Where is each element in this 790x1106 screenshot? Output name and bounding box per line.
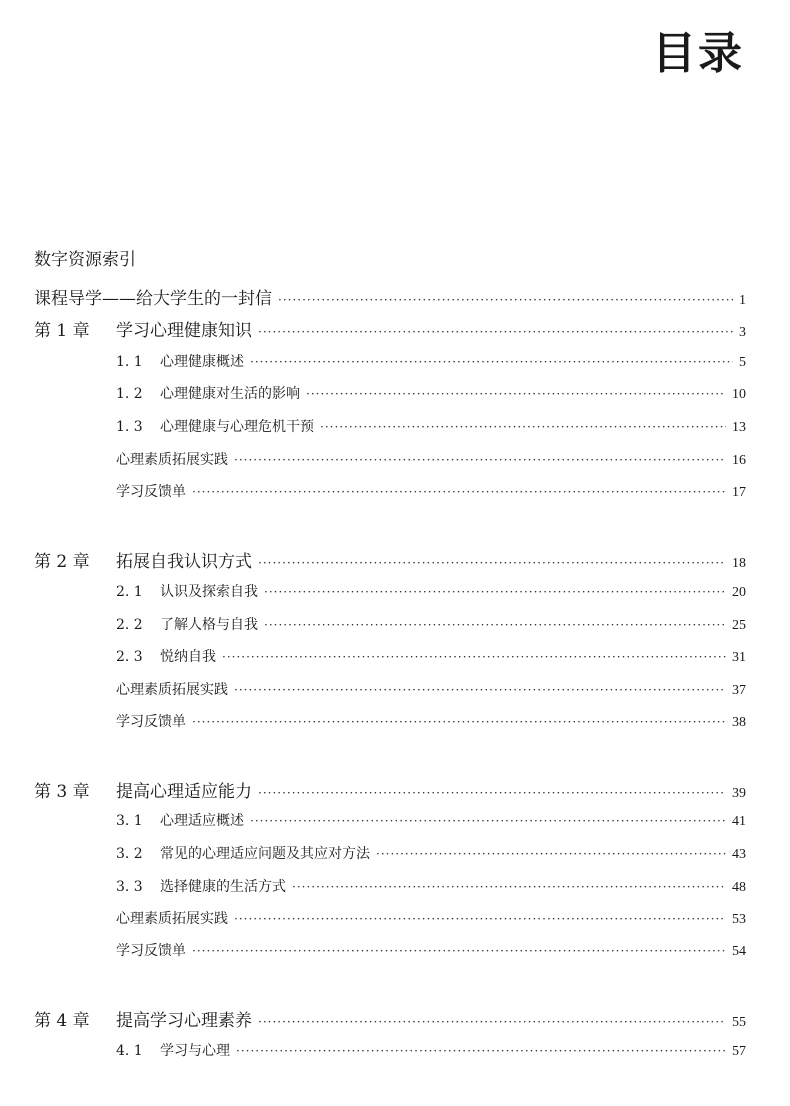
section-number: 1. 1 xyxy=(116,354,143,370)
section-number: 2. 3 xyxy=(116,649,143,665)
leader-dots xyxy=(320,420,726,434)
section-number: 2. 2 xyxy=(116,617,143,633)
toc-section-entry[interactable] xyxy=(116,481,746,501)
page-number: 5 xyxy=(739,355,746,370)
leader-dots xyxy=(292,880,726,894)
page-number: 10 xyxy=(732,387,746,402)
page-number: 37 xyxy=(732,683,746,698)
leader-dots xyxy=(278,293,733,307)
digital-resource-index[interactable]: 数字资源索引 xyxy=(34,250,136,270)
entry-title: 学习心理健康知识 xyxy=(116,321,252,341)
toc-section-entry[interactable] xyxy=(116,449,746,469)
section-number: 1. 3 xyxy=(116,419,143,435)
toc-section-entry[interactable] xyxy=(116,908,746,928)
page-number: 20 xyxy=(732,585,746,600)
section-number: 3. 1 xyxy=(116,813,143,829)
entry-title: 心理素质拓展实践 xyxy=(116,452,228,468)
entry-title: 心理健康概述 xyxy=(160,354,244,370)
entry-title: 提高心理适应能力 xyxy=(116,782,252,802)
page-number: 55 xyxy=(732,1015,746,1030)
toc-chapter-entry[interactable] xyxy=(34,1006,746,1031)
toc-chapter-entry[interactable] xyxy=(34,547,746,572)
leader-dots xyxy=(258,325,733,339)
leader-dots xyxy=(306,387,726,401)
entry-title: 提高学习心理素养 xyxy=(116,1011,252,1031)
entry-title: 了解人格与自我 xyxy=(160,617,258,633)
toc-section-entry[interactable] xyxy=(116,876,746,896)
page-number: 43 xyxy=(732,847,746,862)
entry-title: 学习与心理 xyxy=(160,1043,230,1059)
chapter-number: 第 2 章 xyxy=(34,552,90,572)
entry-title: 心理素质拓展实践 xyxy=(116,911,228,927)
chapter-number: 第 1 章 xyxy=(34,321,90,341)
leader-dots xyxy=(236,1044,726,1058)
leader-dots xyxy=(192,485,726,499)
page-number: 1 xyxy=(739,293,746,308)
entry-title: 心理适应概述 xyxy=(160,813,244,829)
entry-title: 心理素质拓展实践 xyxy=(116,682,228,698)
chapter-number: 第 4 章 xyxy=(34,1011,90,1031)
toc-section-entry[interactable] xyxy=(116,646,746,666)
toc-section-entry[interactable] xyxy=(116,843,746,863)
leader-dots xyxy=(222,650,726,664)
page-number: 38 xyxy=(732,715,746,730)
page-number: 17 xyxy=(732,485,746,500)
toc-section-entry[interactable] xyxy=(116,581,746,601)
chapter-number: 第 3 章 xyxy=(34,782,90,802)
entry-title: 学习反馈单 xyxy=(116,484,186,500)
leader-dots xyxy=(258,1015,726,1029)
page-number: 39 xyxy=(732,786,746,801)
entry-title: 常见的心理适应问题及其应对方法 xyxy=(160,846,370,862)
page-number: 25 xyxy=(732,618,746,633)
page-number: 18 xyxy=(732,556,746,571)
leader-dots xyxy=(250,814,726,828)
toc-section-entry[interactable] xyxy=(116,614,746,634)
toc-section-entry[interactable] xyxy=(116,383,746,403)
leader-dots xyxy=(192,715,726,729)
section-number: 1. 2 xyxy=(116,386,143,402)
leader-dots xyxy=(234,683,726,697)
entry-title: 学习反馈单 xyxy=(116,714,186,730)
leader-dots xyxy=(250,355,733,369)
toc-chapter-entry[interactable] xyxy=(34,316,746,341)
toc-chapter-entry[interactable] xyxy=(34,777,746,802)
page-number: 48 xyxy=(732,880,746,895)
leader-dots xyxy=(264,585,726,599)
page-number: 16 xyxy=(732,453,746,468)
toc-section-entry[interactable] xyxy=(116,679,746,699)
toc-section-entry[interactable] xyxy=(116,711,746,731)
section-number: 2. 1 xyxy=(116,584,143,600)
leader-dots xyxy=(234,912,726,926)
page-title: 目录 xyxy=(652,28,744,79)
leader-dots xyxy=(192,944,726,958)
page-number: 41 xyxy=(732,814,746,829)
page-number: 13 xyxy=(732,420,746,435)
toc-section-entry[interactable] xyxy=(116,940,746,960)
entry-title: 学习反馈单 xyxy=(116,943,186,959)
leader-dots xyxy=(376,847,726,861)
page-number: 53 xyxy=(732,912,746,927)
leader-dots xyxy=(258,786,726,800)
page-number: 54 xyxy=(732,944,746,959)
toc-section-entry[interactable] xyxy=(116,416,746,436)
toc-section-entry[interactable] xyxy=(116,351,746,371)
section-number: 3. 2 xyxy=(116,846,143,862)
toc-intro-entry[interactable] xyxy=(34,284,746,309)
leader-dots xyxy=(258,556,726,570)
entry-title: 拓展自我认识方式 xyxy=(116,552,252,572)
entry-title: 心理健康与心理危机干预 xyxy=(160,419,314,435)
entry-title: 课程导学——给大学生的一封信 xyxy=(34,289,272,309)
entry-title: 心理健康对生活的影响 xyxy=(160,386,300,402)
section-number: 3. 3 xyxy=(116,879,143,895)
toc-section-entry[interactable] xyxy=(116,810,746,830)
section-number: 4. 1 xyxy=(116,1043,143,1059)
page-number: 31 xyxy=(732,650,746,665)
leader-dots xyxy=(234,453,726,467)
entry-title: 悦纳自我 xyxy=(160,649,216,665)
page-number: 3 xyxy=(739,325,746,340)
page-number: 57 xyxy=(732,1044,746,1059)
toc-section-entry[interactable] xyxy=(116,1040,746,1060)
leader-dots xyxy=(264,618,726,632)
entry-title: 认识及探索自我 xyxy=(160,584,258,600)
entry-title: 选择健康的生活方式 xyxy=(160,879,286,895)
